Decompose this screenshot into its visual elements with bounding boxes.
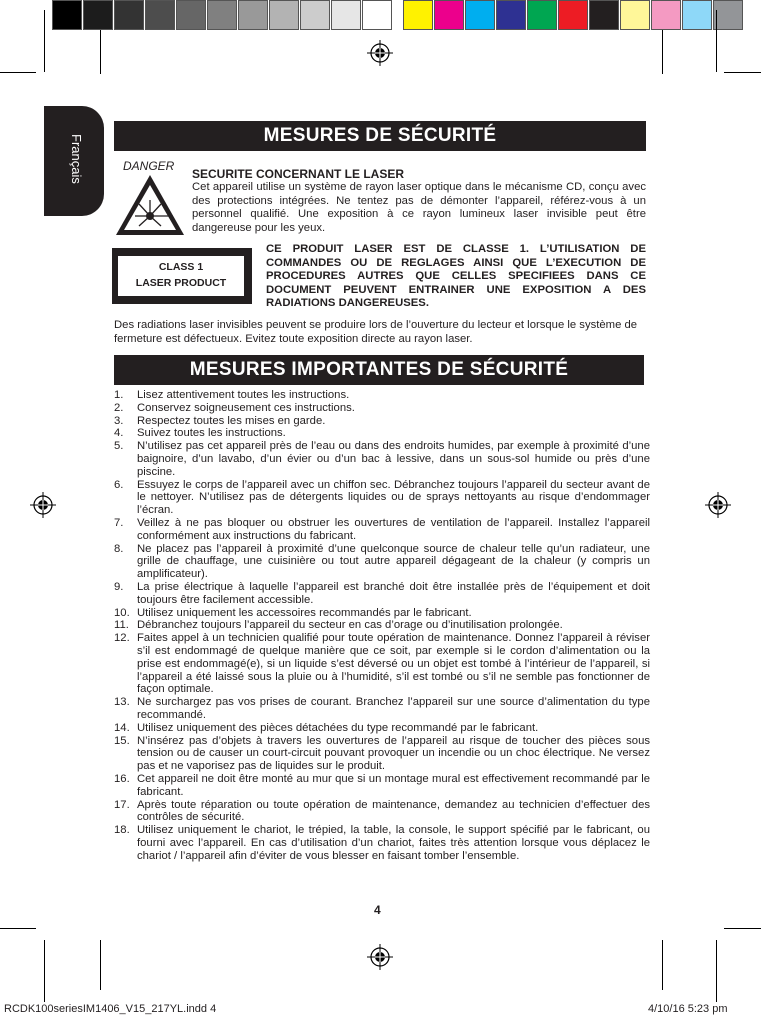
list-item-text: Utilisez uniquement les accessoires recommandés par le fabricant. [137, 606, 472, 619]
process-color-swatch [651, 0, 681, 30]
list-item [114, 402, 650, 415]
registration-mark-left [30, 492, 56, 518]
list-item-number: 10. [114, 606, 130, 619]
list-item [114, 773, 650, 799]
registration-mark-bottom [367, 944, 393, 970]
list-item-number: 6. [114, 478, 124, 491]
list-item [114, 607, 650, 620]
list-item-number: 16. [114, 772, 130, 785]
class-1-warning: CE PRODUIT LASER EST DE CLASSE 1. L’UTILISATION DE COMMANDES OU DE REGLAGES AINSI QUE L’EXECUTION DE PROCEDURES AUTRES QUE CELLES SPECIFIEES DANS CE DOCUMENT PEUVENT ENTRAINER UNE EXPOSITION A DES RADIATIONS DANGEREUSES. [266, 243, 646, 310]
list-item-number: 1. [114, 389, 124, 401]
list-item [114, 479, 650, 517]
registration-mark-top [367, 40, 393, 66]
list-item-text: Respectez toutes les mises en garde. [137, 414, 326, 427]
list-item-text: La prise électrique à laquelle l’appareil est branché doit être installée près de l’équipement et doit toujours être facilement accessible. [137, 580, 650, 606]
grayscale-swatch [362, 0, 392, 30]
list-item-number: 2. [114, 401, 124, 414]
page-number: 4 [374, 903, 381, 917]
radiation-note: Des radiations laser invisibles peuvent se produire lors de l’ouverture du lecteur et lorsque le système de fermeture est défectueux. Evitez toute exposition directe au rayon laser. [114, 319, 638, 345]
list-item [114, 415, 650, 428]
safety-heading: MESURES DE SÉCURITÉ [114, 121, 646, 151]
footer-file-name: RCDK100seriesIM1406_V15_217YL.indd 4 [4, 1003, 217, 1015]
list-item-text: N’insérez pas d’objets à travers les ouvertures de l’appareil au risque de toucher des pièces sous tension ou de causer un court-circuit pouvant provoquer un incendie ou un choc électrique. Ne versez pas et ne vaporisez pas de liquides sur le produit. [137, 734, 650, 773]
class-1-laser-label [112, 248, 252, 304]
list-item [114, 389, 650, 402]
registration-mark-right [705, 492, 731, 518]
process-color-swatch [403, 0, 433, 30]
list-item-text: Après toute réparation ou toute opération de maintenance, demandez au technicien d’effectuer des contrôles de sécurité. [137, 798, 650, 824]
list-item-text: Lisez attentivement toutes les instructions. [137, 389, 350, 401]
list-item [114, 735, 650, 773]
grayscale-swatch [145, 0, 175, 30]
list-item-text: N’utilisez pas cet appareil près de l’eau ou dans des endroits humides, par exemple à proximité d’une baignoire, d’un lavabo, d’un évier ou d’un bac à lessive, dans un sous-sol humide ou près d’une piscine. [137, 440, 650, 478]
laser-hazard-icon [113, 172, 187, 238]
list-item-number: 4. [114, 427, 124, 440]
list-item-text: Suivez toutes les instructions. [137, 427, 286, 440]
list-item-number: 17. [114, 798, 130, 811]
grayscale-swatch [331, 0, 361, 30]
list-item-number: 18. [114, 824, 130, 837]
process-color-swatch [527, 0, 557, 30]
color-calibration-bar [52, 0, 744, 32]
list-item-text: Débranchez toujours l’appareil du secteur en cas d’orage ou d’inutilisation prolongée. [137, 619, 563, 632]
list-item-text: Veillez à ne pas bloquer ou obstruer les ouvertures de ventilation de l’appareil. Installez l’appareil conformément aux instructions du fabricant. [137, 516, 650, 542]
list-item-number: 14. [114, 721, 130, 734]
process-color-swatch [558, 0, 588, 30]
language-tab-label: Français [69, 134, 84, 184]
list-item-text: Cet appareil ne doit être monté au mur que si un montage mural est effectivement recommandé par le fabricant. [137, 772, 650, 798]
process-color-swatch [589, 0, 619, 30]
process-color-swatch [620, 0, 650, 30]
grayscale-swatch [300, 0, 330, 30]
class-label-line-1: CLASS 1 [158, 261, 204, 273]
list-item [114, 427, 650, 440]
laser-safety-body: Cet appareil utilise un système de rayon laser optique dans le mécanisme CD, conçu avec des protections intégrées. Ne tentez pas de démonter l’appareil, référez-vous à un personnel qualifié. Une exposition à ce rayon lumineux laser invisible peut être dangereuse pour les yeux. [192, 181, 646, 234]
process-color-swatch [713, 0, 743, 30]
list-item [114, 696, 650, 722]
list-item [114, 517, 650, 543]
list-item [114, 619, 650, 632]
list-item-number: 11. [114, 619, 129, 632]
list-item-number: 13. [114, 696, 130, 709]
danger-label: DANGER [123, 159, 175, 173]
list-item-number: 9. [114, 580, 124, 593]
list-item [114, 799, 650, 825]
list-item [114, 722, 650, 735]
footer-date: 4/10/16 5:23 pm [648, 1003, 728, 1015]
grayscale-swatch [52, 0, 82, 30]
list-item [114, 543, 650, 581]
list-item-number: 3. [114, 414, 124, 427]
list-item [114, 824, 650, 862]
list-item-number: 7. [114, 516, 124, 529]
list-item [114, 581, 650, 607]
process-color-swatch [496, 0, 526, 30]
important-safety-heading: MESURES IMPORTANTES DE SÉCURITÉ [114, 355, 644, 385]
list-item [114, 632, 650, 696]
list-item-text: Utilisez uniquement des pièces détachées du type recommandé par le fabricant. [137, 721, 539, 734]
grayscale-swatch [269, 0, 299, 30]
list-item-text: Ne placez pas l’appareil à proximité d’une quelconque source de chaleur telle qu’un radiateur, une grille de chauffage, une cuisinière ou tout autre appareil dégageant de la chaleur (y compris un amplificateur). [137, 542, 650, 581]
list-item-text: Faites appel à un technicien qualifié pour toute opération de maintenance. Donnez l’appareil à réviser s’il est endommagé de quelque manière que ce soit, par exemple si le cordon d’alimentation ou la prise est endommagé(e), si un liquide s’est déversé ou un objet est tombé à l’intérieur de l’appareil, si l’appareil a été laissé sous la pluie ou à l’humidité, s’il est tombé ou s’il ne semble pas fonctionner de façon optimale. [137, 632, 650, 696]
list-item-number: 15. [114, 734, 130, 747]
grayscale-swatch [83, 0, 113, 30]
grayscale-swatch [114, 0, 144, 30]
list-item-text: Essuyez le corps de l’appareil avec un chiffon sec. Débranchez toujours l’appareil du secteur avant de le nettoyer. N’utilisez pas de détergents liquides ou de sprays nettoyants au risque d’endommager l’écran. [137, 478, 650, 517]
process-color-swatches [403, 0, 744, 32]
list-item-number: 12. [114, 632, 130, 645]
list-item [114, 440, 650, 478]
grayscale-swatch [207, 0, 237, 30]
grayscale-swatch [238, 0, 268, 30]
process-color-swatch [434, 0, 464, 30]
list-item-number: 8. [114, 542, 124, 555]
grayscale-swatch [176, 0, 206, 30]
process-color-swatch [465, 0, 495, 30]
list-item-text: Ne surchargez pas vos prises de courant. Branchez l’appareil sur une source d’alimentation du type recommandé. [137, 696, 650, 721]
list-item-text: Utilisez uniquement le chariot, le trépied, la table, la console, le support spécifié par le fabricant, ou fourni avec l’appareil. En cas d’utilisation d’un chariot, faites très attention lorsque vous déplacez le chariot / l’appareil afin d’éviter de vous blesser en faisant tomber l’ensemble. [137, 824, 650, 862]
process-color-swatch [682, 0, 712, 30]
safety-instructions-list [114, 389, 650, 862]
list-item-text: Conservez soigneusement ces instructions. [137, 401, 355, 414]
grayscale-swatches [52, 0, 393, 32]
class-label-line-2: LASER PRODUCT [135, 277, 227, 289]
list-item-number: 5. [114, 440, 124, 453]
laser-safety-title: SECURITE CONCERNANT LE LASER [192, 167, 405, 181]
